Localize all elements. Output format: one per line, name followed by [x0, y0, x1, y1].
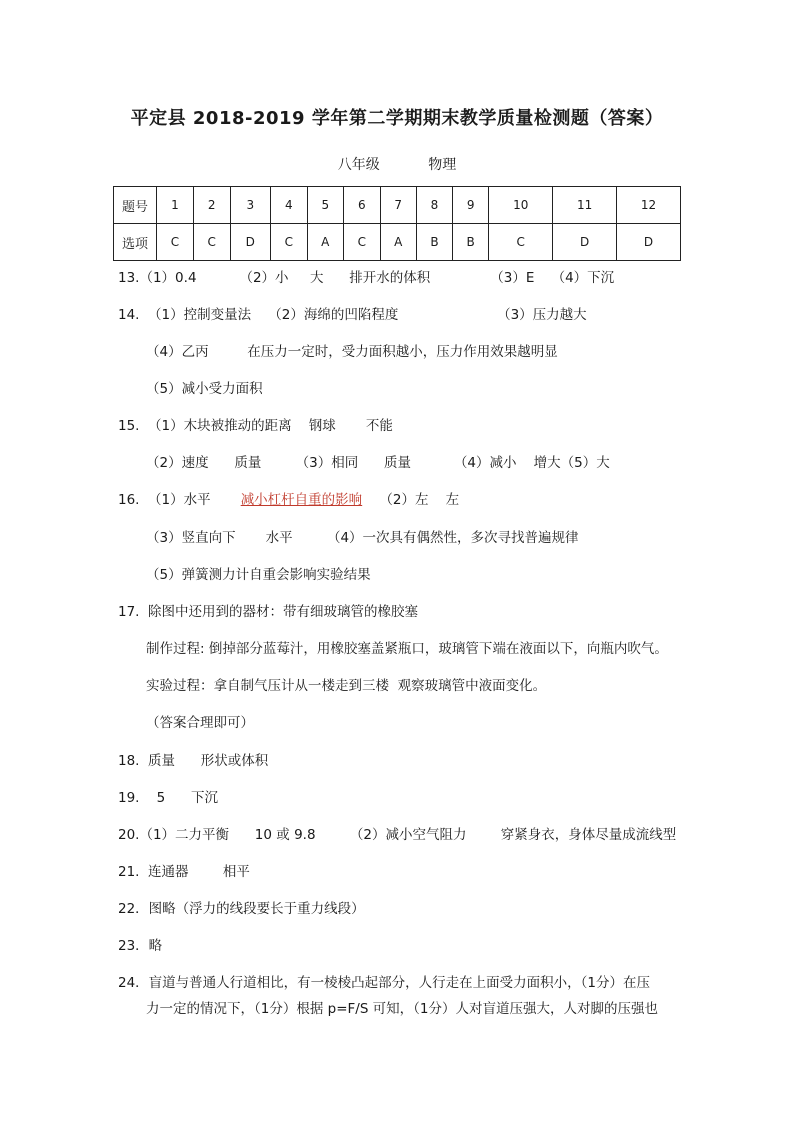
answer-q15-line2: （2）速度 质量 （3）相同 质量 （4）减小 增大（5）大	[146, 455, 610, 471]
answer-q16-line2: （3）竖直向下 水平 （4）一次具有偶然性，多次寻找普遍规律	[146, 530, 579, 546]
answer-option: C	[157, 224, 194, 261]
answer-q20: 20.（1）二力平衡 10 或 9.8 （2）减小空气阻力 穿紧身衣，身体尽量成流线型	[118, 827, 677, 843]
subject-label: 物理	[428, 157, 457, 173]
answer-table-number-row	[114, 187, 681, 224]
answer-option: C	[343, 224, 380, 261]
answer-option: C	[193, 224, 230, 261]
answer-q24-line1: 24．盲道与普通人行道相比，有一棱棱凸起部分，人行走在上面受力面积小，（1分）在压	[118, 975, 651, 991]
question-number: 10	[489, 187, 553, 224]
answer-q16-line1	[118, 491, 459, 509]
answer-q17-line1: 17. 除图中还用到的器材：带有细玻璃管的橡胶塞	[118, 604, 419, 620]
answer-q17-note: （答案合理即可）	[146, 715, 254, 731]
answer-option: D	[553, 224, 617, 261]
answer-q17-line3: 实验过程：拿自制气压计从一楼走到三楼 观察玻璃管中液面变化。	[146, 678, 547, 694]
underlined-answer: 减小杠杆自重的影响	[240, 492, 363, 508]
answer-q16-prefix: 16. （1）水平	[118, 492, 241, 508]
answer-option: C	[270, 224, 307, 261]
question-number: 5	[307, 187, 343, 224]
question-number: 6	[343, 187, 380, 224]
answer-option: C	[489, 224, 553, 261]
answer-q19: 19. 5 下沉	[118, 790, 218, 806]
answer-option: B	[453, 224, 489, 261]
answer-q21: 21. 连通器 相平	[118, 864, 250, 880]
answer-option: D	[617, 224, 681, 261]
answer-q14-line1: 14. （1）控制变量法 （2）海绵的凹陷程度 （3）压力越大	[118, 307, 587, 323]
question-number: 8	[416, 187, 452, 224]
option-row-header: 选项	[114, 224, 157, 261]
question-number: 12	[617, 187, 681, 224]
question-number: 2	[193, 187, 230, 224]
number-row-header: 题号	[114, 187, 157, 224]
answer-q15-line1: 15. （1）木块被推动的距离 钢球 不能	[118, 418, 393, 434]
question-number: 3	[230, 187, 270, 224]
question-number: 1	[157, 187, 194, 224]
answer-q16-line3: （5）弹簧测力计自重会影响实验结果	[146, 567, 371, 583]
grade-subject	[0, 154, 794, 174]
answer-option: A	[380, 224, 416, 261]
answer-q22: 22．图略（浮力的线段要长于重力线段）	[118, 901, 365, 917]
answer-table-option-row	[114, 224, 681, 261]
question-number: 7	[380, 187, 416, 224]
answer-q13: 13.（1）0.4 （2）小 大 排开水的体积 （3）E （4）下沉	[118, 270, 615, 286]
question-number: 4	[270, 187, 307, 224]
answer-option: D	[230, 224, 270, 261]
answer-option: A	[307, 224, 343, 261]
grade-label: 八年级	[337, 157, 380, 173]
answer-q24-line2: 力一定的情况下，（1分）根据 p=F/S 可知，（1分）人对盲道压强大，人对脚的压强也	[146, 1001, 659, 1017]
answer-option: B	[416, 224, 452, 261]
answer-q14-line2: （4）乙丙 在压力一定时，受力面积越小，压力作用效果越明显	[146, 344, 558, 360]
question-number: 9	[453, 187, 489, 224]
question-number: 11	[553, 187, 617, 224]
answer-q16-suffix: （2）左 左	[362, 492, 460, 508]
answer-table	[113, 186, 681, 261]
document-title: 平定县 2018-2019 学年第二学期期末教学质量检测题（答案）	[130, 108, 664, 129]
answer-q17-line2: 制作过程: 倒掉部分蓝莓汁，用橡胶塞盖紧瓶口，玻璃管下端在液面以下，向瓶内吹气。	[146, 641, 668, 657]
answer-q14-line3: （5）减小受力面积	[146, 381, 263, 397]
answer-q18: 18. 质量 形状或体积	[118, 753, 269, 769]
answer-q23: 23．略	[118, 938, 163, 954]
